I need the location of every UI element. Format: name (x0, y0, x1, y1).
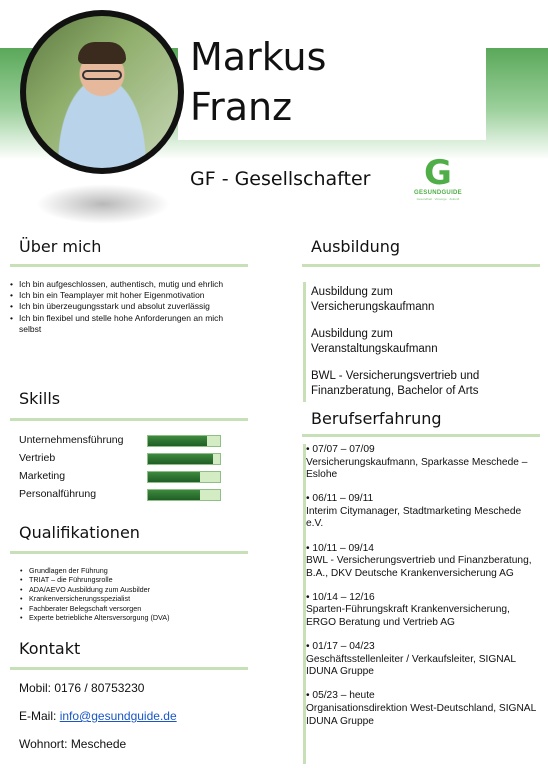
email-label: E-Mail: (19, 709, 57, 723)
education-line: Versicherungskaufmann (311, 300, 435, 313)
qualifications-list (20, 566, 246, 622)
job-text: Geschäftsstellenleiter / Verkaufsleiter, SIGNAL IDUNA Gruppe (306, 653, 516, 678)
job-text: Versicherungskaufmann, Sparkasse Meschede – Eslohe (306, 456, 528, 481)
photo-shadow (36, 184, 170, 224)
education-line: BWL - Versicherungsvertrieb und (311, 370, 480, 382)
skill-bar (147, 453, 221, 465)
job-text: BWL - Versicherungsvertrieb und Finanzberatung, B.A., DKV Deutsche Krankenversicherung AG (306, 555, 532, 579)
city-label: Wohnort: (19, 737, 68, 751)
list-item: • Ich bin flexibel und stelle hohe Anforderungen an mich selbst (10, 313, 242, 335)
skill-row (19, 469, 229, 485)
education-item (311, 327, 438, 356)
skill-fill (148, 454, 213, 464)
skill-fill (148, 472, 200, 482)
contact-mobile (19, 681, 144, 695)
logo-mark-icon: G (424, 153, 452, 193)
skill-row (19, 433, 229, 449)
qualifications-heading: Qualifikationen (19, 523, 140, 542)
list-item (306, 493, 538, 531)
skill-row (19, 487, 229, 503)
skill-bar (147, 489, 221, 501)
contact-heading: Kontakt (19, 639, 81, 658)
about-list (10, 279, 242, 335)
job-period: • 07/07 – 07/09 (306, 444, 375, 455)
contact-city (19, 737, 126, 751)
list-item: • Ich bin ein Teamplayer mit hoher Eigenmotivation (10, 290, 242, 301)
skill-label: Personalführung (19, 488, 97, 500)
list-item: • Grundlagen der Führung (20, 566, 246, 575)
skill-label: Vertrieb (19, 452, 56, 464)
job-period: • 10/14 – 12/16 (306, 591, 375, 603)
job-period: • 10/11 – 09/14 (306, 542, 374, 554)
mobile-label: Mobil: (19, 681, 52, 695)
education-side-rule (303, 282, 306, 402)
first-name: Markus (190, 35, 327, 79)
mobile-value: 0176 / 80753230 (54, 681, 145, 695)
profile-photo (26, 16, 178, 168)
experience-heading: Berufserfahrung (311, 409, 442, 428)
job-text: Interim Citymanager, Stadtmarketing Meschede e.V. (306, 505, 522, 530)
skill-fill (148, 490, 200, 500)
skill-bar (147, 435, 221, 447)
list-item: • Experte betriebliche Altersversorgung (DVA) (20, 613, 246, 622)
job-text: Organisationsdirektion West-Deutschland, SIGNAL IDUNA Gruppe (306, 703, 536, 727)
job-period: • 01/17 – 04/23 (306, 641, 375, 653)
skills-rule (10, 418, 248, 421)
contact-rule (10, 667, 248, 670)
job-role: GF - Gesellschafter (190, 168, 371, 190)
skill-label: Unternehmensführung (19, 434, 124, 446)
list-item: • Ich bin überzeugungsstark und absolut zuverlässig (10, 301, 242, 312)
education-item (311, 369, 479, 398)
gesundguide-logo (412, 153, 464, 204)
contact-email (19, 709, 177, 723)
experience-rule (302, 434, 540, 437)
education-item (311, 285, 434, 314)
list-item: • Fachberater Belegschaft versorgen (20, 604, 246, 613)
list-item (306, 690, 538, 728)
job-period: • 05/23 – heute (306, 690, 375, 702)
list-item: • Ich bin aufgeschlossen, authentisch, mutig und ehrlich (10, 279, 242, 290)
education-heading: Ausbildung (311, 237, 401, 256)
list-item (306, 641, 538, 679)
education-line: Finanzberatung, Bachelor of Arts (311, 384, 479, 397)
skill-bar (147, 471, 221, 483)
education-rule (302, 264, 540, 267)
logo-tagline: Gesundheit · Vorsorge · Zukunft (416, 197, 460, 201)
job-text: Sparten-Führungskraft Krankenversicherung, ERGO Beratung und Vertrieb AG (306, 604, 510, 629)
job-period: • 06/11 – 09/11 (306, 493, 374, 505)
logo-name: GESUNDGUIDE (414, 190, 462, 196)
photo-glasses (82, 70, 122, 80)
photo-hair (78, 42, 126, 64)
list-item (306, 592, 538, 630)
list-item: • TRIAT – die Führungsrolle (20, 575, 246, 584)
list-item: • ADA/AEVO Ausbildung zum Ausbilder (20, 585, 246, 594)
skill-label: Marketing (19, 470, 66, 482)
qualifications-rule (10, 551, 248, 554)
education-line: Veranstaltungskaufmann (311, 342, 438, 355)
about-rule (10, 264, 248, 267)
skills-heading: Skills (19, 389, 61, 408)
about-heading: Über mich (19, 237, 102, 256)
experience-list (306, 444, 538, 740)
skill-row (19, 451, 229, 467)
last-name: Franz (190, 85, 293, 129)
education-line: Ausbildung zum (311, 286, 393, 298)
list-item (306, 444, 538, 482)
education-line: Ausbildung zum (311, 328, 393, 340)
city-value: Meschede (70, 737, 127, 751)
email-link[interactable]: info@gesundguide.de (59, 709, 177, 723)
list-item (306, 543, 538, 581)
skill-fill (148, 436, 207, 446)
list-item: • Krankenversicherungsspezialist (20, 594, 246, 603)
